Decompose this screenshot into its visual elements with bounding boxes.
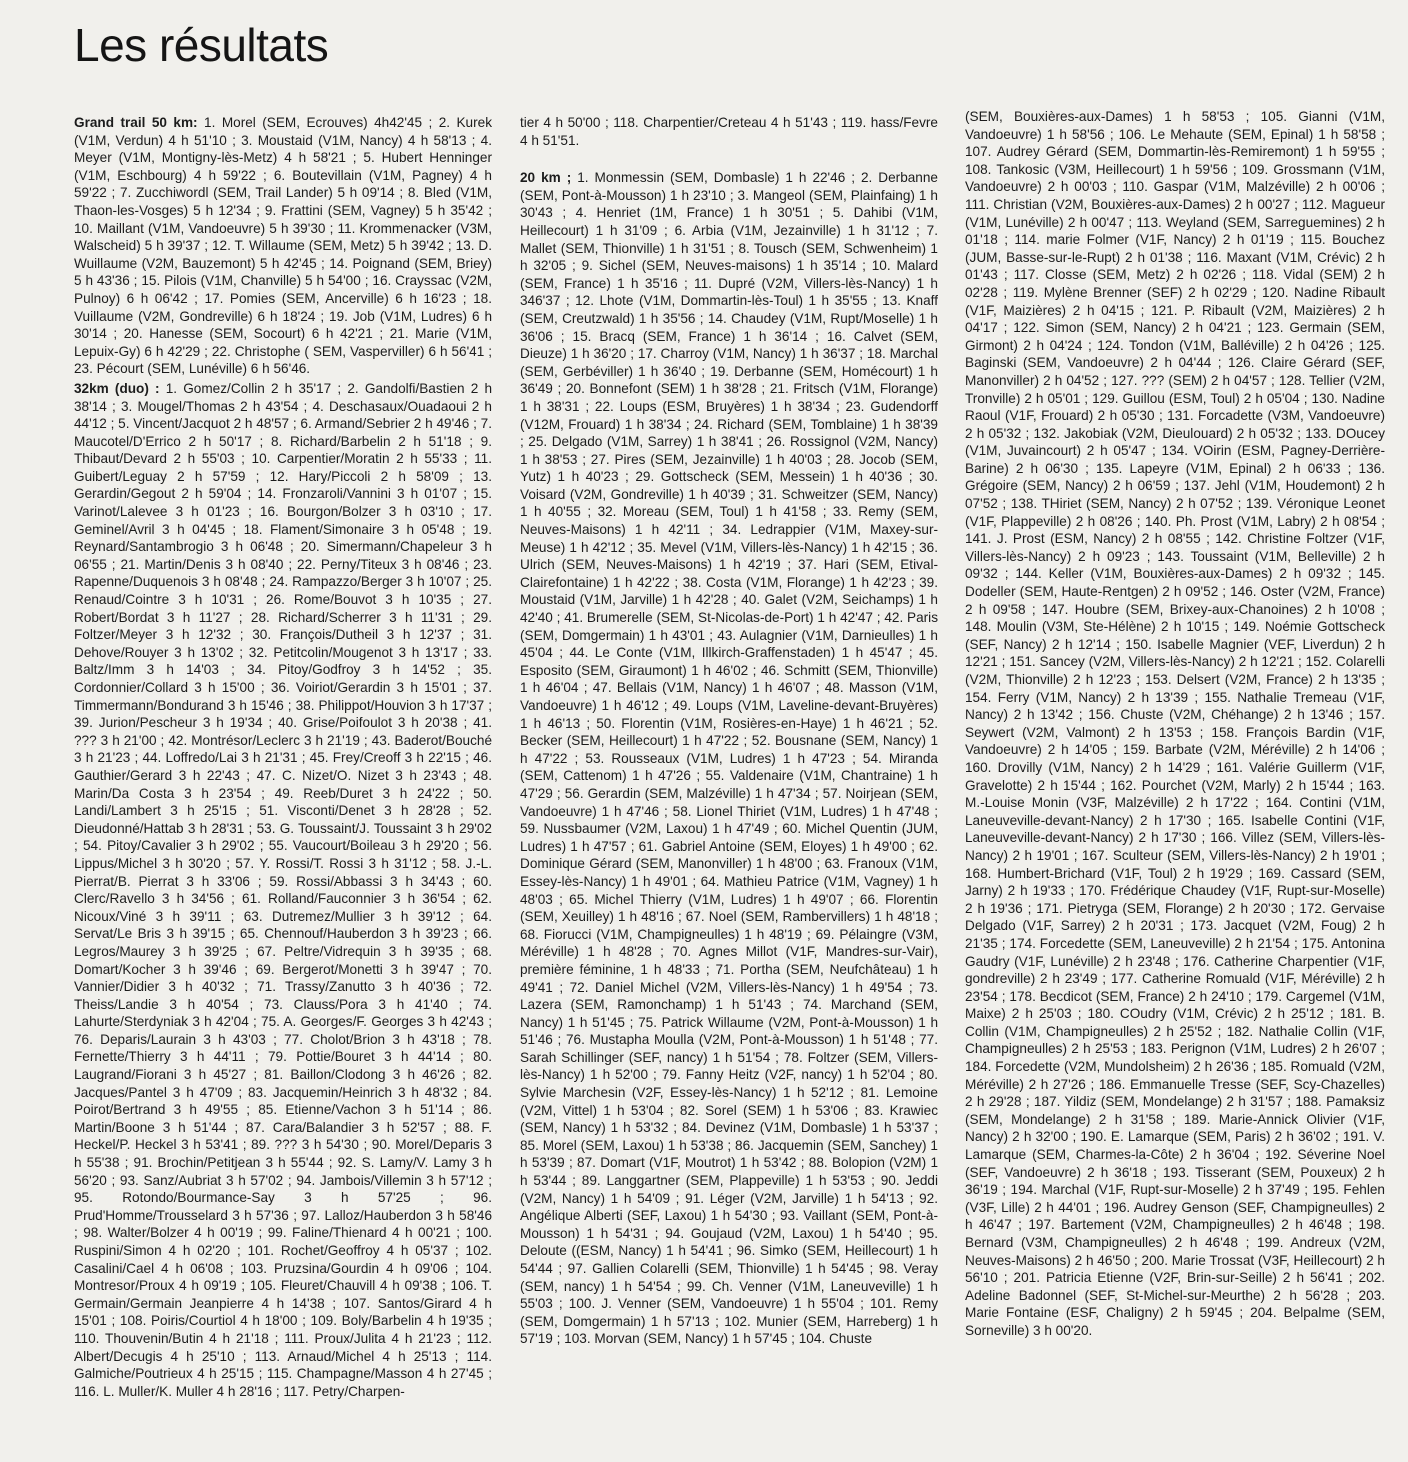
page-title: Les résultats <box>74 19 329 71</box>
km20-text-part2: (SEM, Bouxières-aux-Dames) 1 h 58'53 ; 105. Gianni (V1M, Vandoeuvre) 1 h 58'56 ; 106. Le Mehaute (SEM, Epinal) 1 h 58'58 ; 107. Audrey Gérard (SEM, Dommartin-lès-Remiremont) 1 h 59'55 ; 108. Tankosic (V3M, Heillecourt) 1 h 59'56 ; 109. Grossmann (V1M, Vandoeuvre) 2 h 00'03 ; 110. Gaspar (V1M, Malzéville) 2 h 00'06 ; 111. Christian (V2M, Bouxières-aux-Dames) 2 h 00'27 ; 112. Magueur (V1M, Lunéville) 2 h 00'47 ; 113. Weyland (SEM, Sarreguemines) 2 h 01'18 ; 114. marie Folmer (V1F, Nancy) 2 h 01'19 ; 115. Bouchez (JUM, Basse-sur-le-Rupt) 2 h 01'38 ; 116. Maxant (V1M, Crévic) 2 h 01'43 ; 117. Closse (SEM, Metz) 2 h 02'26 ; 118. Vidal (SEM) 2 h 02'28 ; 119. Mylène Brenner (SEF) 2 h 02'29 ; 120. Nadine Ribault (V1F, Maizières) 2 h 04'15 ; 121. P. Ribault (V2M, Maizières) 2 h 04'17 ; 122. Simon (SEM, Nancy) 2 h 04'21 ; 123. Germain (SEM, Girmont) 2 h 04'24 ; 124. Tondon (V1M, Balléville) 2 h 04'26 ; 125. Baginski (SEM, Vandoeuvre) 2 h 04'44 ; 126. Claire Gérard (SEF, Manonviller) 2 h 04'52 ; 127. ??? (SEM) 2 h 04'57 ; 128. Tellier (V2M, Tronville) 2 h 05'01 ; 129. Guillou (ESM, Toul) 2 h 05'04 ; 130. Nadine Raoul (V1F, Frouard) 2 h 05'30 ; 131. Forcadette (V3M, Vandoeuvre) 2 h 05'32 ; 132. Jakobiak (V2M, Dieulouard) 2 h 05'32 ; 133. DOucey (V1M, Juvaincourt) 2 h 05'47 ; 134. VOirin (ESM, Pagney-Derrière-Barine) 2 h 06'30 ; 135. Lapeyre (V1M, Epinal) 2 h 06'33 ; 136. Grégoire (SEM, Nancy) 2 h 06'59 ; 137. Jehl (V1M, Houdemont) 2 h 07'52 ; 138. THiriet (SEM, Nancy) 2 h 07'52 ; 139. Véronique Leonet (V1F, Plappeville) 2 h 08'26 ; 140. Ph. Prost (V1M, Labry) 2 h 08'54 ; 141. J. Prost (ESM, Nancy) 2 h 08'55 ; 142. Christine Foltzer (V1F, Villers-lès-Nancy) 2 h 09'23 ; 143. Toussaint (V1M, Belleville) 2 h 09'32 ; 144. Keller (V1M, Bouxières-aux-Dames) 2 h 09'32 ; 145. Dodeller (SEM, Haute-Rentgen) 2 h 09'52 ; 146. Oster (V2M, France) 2 h 09'58 ; 147. Houbre (SEM, Brixey-aux-Chanoines) 2 h 10'08 ; 148. Moulin (V3M, Ste-Hélène) 2 h 10'15 ; 149. Noémie Gottscheck (SEF, Nancy) 2 h 12'14 ; 150. Isabelle Magnier (VEF, Liverdun) 2 h 12'21 ; 151. Sancey (V2M, Villers-lès-Nancy) 2 h 12'21 ; 152. Colarelli (V2M, Thionville) 2 h 12'23 ; 153. Delsert (V2M, France) 2 h 13'35 ; 154. Ferry (V1M, Nancy) 2 h 13'39 ; 155. Nathalie Tremeau (V1F, Nancy) 2 h 13'42 ; 156. Chuste (V2M, Chéhange) 2 h 13'46 ; 157. Seywert (V2M, Valmont) 2 h 13'53 ; 158. François Bardin (V1F, Vandoeuvre) 2 h 14'05 ; 159. Barbate (V2M, Méréville) 2 h 14'06 ; 160. Drovilly (V1M, Nancy) 2 h 14'29 ; 161. Valérie Guillerm (V1F, Gravelotte) 2 h 15'44 ; 162. Pourchet (V2M, Marly) 2 h 15'44 ; 163. M.-Louise Monin (V3F, Malzéville) 2 h 17'22 ; 164. Contini (V1M, Laneuveville-devant-Nancy) 2 h 17'30 ; 165. Isabelle Contini (V1F, Laneuveville-devant-Nancy) 2 h 17'30 ; 166. Villez (SEM, Villers-lès-Nancy) 2 h 19'01 ; 167. Sculteur (SEM, Villers-lès-Nancy) 2 h 19'01 ; 168. Humbert-Brichard (V1F, Toul) 2 h 19'29 ; 169. Cassard (SEM, Jarny) 2 h 19'33 ; 170. Frédérique Chaudey (V1F, Rupt-sur-Moselle) 2 h 19'36 ; 171. Pietryga (SEM, Florange) 2 h 20'30 ; 172. Gervaise Delgado (V1F, Sarrey) 2 h 20'31 ; 173. Jacquet (V2M, Foug) 2 h 21'35 ; 174. Forcedette (SEM, Laneuveville) 2 h 21'54 ; 175. Antonina Gaudry (V1F, Lunéville) 2 h 23'48 ; 176. Catherine Charpentier (V1F, gondreville) 2 h 23'49 ; 177. Catherine Romuald (V1F, Méréville) 2 h 23'54 ; 178. Becdicot (SEM, France) 2 h 24'10 ; 179. Cargemel (V1M, Maixe) 2 h 25'03 ; 180. COudry (V1M, Crévic) 2 h 25'12 ; 181. B. Collin (V1M, Champigneulles) 2 h 25'52 ; 182. Nathalie Collin (V1F, Champigneulles) 2 h 25'53 ; 183. Perignon (V1M, Ludres) 2 h 26'07 ; 184. Forcedette (V2M, Mundolsheim) 2 h 26'36 ; 185. Romuald (V2M, Méréville) 2 h 27'26 ; 186. Emmanuelle Tresse (SEF, Scy-Chazelles) 2 h 29'28 ; 187. Yildiz (SEM, Mondelange) 2 h 31'57 ; 188. Pamaksiz (SEM, Mondelange) 2 h 31'58 ; 189. Marie-Annick Olivier (V1F, Nancy) 2 h 32'00 ; 190. E. Lamarque (SEM, Paris) 2 h 36'02 ; 191. V. Lamarque (SEM, Charmes-la-Côte) 2 h 36'04 ; 192. Séverine Noel (SEF, Vandoeuvre) 2 h 36'18 ; 193. Tisserant (SEM, Pouxeux) 2 h 36'19 ; 194. Marchal (V1F, Rupt-sur-Moselle) 2 h 37'49 ; 195. Fehlen (V3F, Lille) 2 h 44'01 ; 196. Audrey Genson (SEF, Champigneulles) 2 h 46'47 ; 197. Bartement (V2M, Champigneulles) 2 h 46'48 ; 198. Bernard (V3M, Champigneulles) 2 h 46'48 ; 199. Andreux (V2M, Neuves-Maisons) 2 h 46'50 ; 200. Marie Trossat (V3F, Heillecourt) 2 h 56'10 ; 201. Patricia Etienne (V2F, Brin-sur-Seille) 2 h 56'41 ; 202. Adeline Badonnel (SEF, St-Michel-sur-Meurthe) 2 h 56'28 ; 203. Marie Fontaine (ESF, Chaligny) 2 h 59'45 ; 204. Belpalme (SEM, Sorneville) 3 h 00'20. <box>965 109 1385 1338</box>
grand-trail-text: 1. Morel (SEM, Ecrouves) 4h42'45 ; 2. Kurek (V1M, Verdun) 4 h 51'10 ; 3. Moustaid (V1M, Nancy) 4 h 58'13 ; 4. Meyer (V1M, Montigny-lès-Metz) 4 h 58'21 ; 5. Hubert Henninger (V1M, Eschbourg) 4 h 59'22 ; 6. Boutevillain (V1M, Pagney) 4 h 59'22 ; 7. Zucchiwordl (SEM, Trail Lander) 5 h 09'14 ; 8. Bled (V1M, Thaon-les-Vosges) 5 h 12'34 ; 9. Frattini (SEM, Vagney) 5 h 35'42 ; 10. Maillant (V1M, Vandoeuvre) 5 h 39'30 ; 11. Krommenacker (V3M, Walscheid) 5 h 39'37 ; 12. T. Willaume (SEM, Metz) 5 h 39'42 ; 13. D. Wuillaume (V2M, Bauzemont) 5 h 42'45 ; 14. Poignand (SEM, Briey) 5 h 43'36 ; 15. Pilois (V1M, Chanville) 5 h 54'00 ; 16. Crayssac (V2M, Pulnoy) 6 h 06'42 ; 17. Pomies (SEM, Ancerville) 6 h 16'23 ; 18. Vuillaume (V2M, Gondreville) 6 h 18'24 ; 19. Job (V1M, Ludres) 6 h 30'14 ; 20. Hanesse (SEM, Socourt) 6 h 42'21 ; 21. Marie (V1M, Lepuix-Gy) 6 h 42'29 ; 22. Christophe ( SEM, Vasperviller) 6 h 56'41 ; 23. Pécourt (SEM, Lunéville) 6 h 56'46. <box>74 115 492 377</box>
duo-32km-continued <box>520 114 938 149</box>
grand-trail-results <box>74 114 492 378</box>
duo-32km-label: 32km (duo) : <box>74 380 160 396</box>
km20-label: 20 km ; <box>520 170 572 186</box>
grand-trail-label: Grand trail 50 km: <box>74 115 198 130</box>
column-1 <box>74 114 492 1454</box>
duo-32km-text-part2: tier 4 h 50'00 ; 118. Charpentier/Creteau 4 h 51'43 ; 119. hass/Fevre 4 h 51'51. <box>520 115 938 148</box>
km20-results <box>520 169 938 1348</box>
duo-32km-text-part1: 1. Gomez/Collin 2 h 35'17 ; 2. Gandolfi/Bastien 2 h 38'14 ; 3. Mougel/Thomas 2 h 43'54 ; 4. Deschasaux/Ouadaoui 2 h 44'12 ; 5. Vincent/Jacquot 2 h 48'57 ; 6. Armand/Sebrier 2 h 49'46 ; 7. Maucotel/D'Errico 2 h 50'17 ; 8. Richard/Barbelin 2 h 51'18 ; 9. Thibaut/Devard 2 h 55'03 ; 10. Carpentier/Moratin 2 h 55'33 ; 11. Guibert/Leguay 2 h 57'59 ; 12. Hary/Piccoli 2 h 58'09 ; 13. Gerardin/Gegout 2 h 59'04 ; 14. Fronzaroli/Vannini 3 h 01'07 ; 15. Varinot/Lalevee 3 h 01'23 ; 16. Bourgon/Bolzer 3 h 03'10 ; 17. Geminel/Avril 3 h 04'45 ; 18. Flament/Simonaire 3 h 05'48 ; 19. Reynard/Santambrogio 3 h 06'48 ; 20. Simermann/Chapeleur 3 h 06'55 ; 21. Martin/Denis 3 h 08'40 ; 22. Perny/Titeux 3 h 08'46 ; 23. Rapenne/Duquenois 3 h 08'48 ; 24. Rampazzo/Berger 3 h 10'07 ; 25. Renaud/Cointre 3 h 10'31 ; 26. Rome/Bouvot 3 h 10'35 ; 27. Robert/Bordat 3 h 11'27 ; 28. Richard/Scherrer 3 h 11'31 ; 29. Foltzer/Meyer 3 h 12'32 ; 30. François/Dutheil 3 h 12'37 ; 31. Dehove/Rouyer 3 h 13'02 ; 32. Petitcolin/Mougenot 3 h 13'17 ; 33. Baltz/Imm 3 h 14'03 ; 34. Pitoy/Godfroy 3 h 14'52 ; 35. Cordonnier/Collard 3 h 15'00 ; 36. Voiriot/Gerardin 3 h 15'01 ; 37. Timmermann/Bondurand 3 h 15'46 ; 38. Philippot/Houvion 3 h 17'37 ; 39. Jurion/Pescheur 3 h 19'34 ; 40. Grise/Poifoulot 3 h 20'38 ; 41. ??? 3 h 21'00 ; 42. Montrésor/Leclerc 3 h 21'19 ; 43. Baderot/Bouché 3 h 21'23 ; 44. Loffredo/Lai 3 h 21'31 ; 45. Frey/Creoff 3 h 22'15 ; 46. Gauthier/Gerard 3 h 22'43 ; 47. C. Nizet/O. Nizet 3 h 23'43 ; 48. Marin/Da Costa 3 h 23'54 ; 49. Reeb/Duret 3 h 24'22 ; 50. Landi/Lambert 3 h 25'15 ; 51. Visconti/Denet 3 h 28'28 ; 52. Dieudonné/Hattab 3 h 28'31 ; 53. G. Toussaint/J. Toussaint 3 h 29'02 ; 54. Pitoy/Cavalier 3 h 29'02 ; 55. Vaucourt/Boileau 3 h 29'20 ; 56. Lippus/Michel 3 h 30'20 ; 57. Y. Rossi/T. Rossi 3 h 31'12 ; 58. J.-L. Pierrat/B. Pierrat 3 h 33'06 ; 59. Rossi/Abbassi 3 h 34'43 ; 60. Clerc/Ravello 3 h 34'56 ; 61. Rolland/Fauconnier 3 h 36'54 ; 62. Nicoux/Viné 3 h 39'11 ; 63. Dutremez/Mullier 3 h 39'12 ; 64. Servat/Le Bris 3 h 39'15 ; 65. Chennouf/Hauberdon 3 h 39'23 ; 66. Legros/Maurey 3 h 39'25 ; 67. Peltre/Vidrequin 3 h 39'35 ; 68. Domart/Kocher 3 h 39'46 ; 69. Bergerot/Monetti 3 h 39'47 ; 70. Vannier/Didier 3 h 40'32 ; 71. Trassy/Zanutto 3 h 40'36 ; 72. Theiss/Landie 3 h 40'54 ; 73. Clauss/Pora 3 h 41'40 ; 74. Lahurte/Sterdyniak 3 h 42'04 ; 75. A. Georges/F. Georges 3 h 42'43 ; 76. Deparis/Laurain 3 h 43'03 ; 77. Cholot/Brion 3 h 43'18 ; 78. Fernette/Thierry 3 h 44'11 ; 79. Pottie/Bouret 3 h 44'14 ; 80. Laugrand/Fiorani 3 h 45'27 ; 81. Baillon/Clodong 3 h 46'26 ; 82. Jacques/Pantel 3 h 47'09 ; 83. Jacquemin/Heinrich 3 h 48'32 ; 84. Poirot/Bertrand 3 h 49'55 ; 85. Etienne/Vachon 3 h 51'14 ; 86. Martin/Boone 3 h 51'44 ; 87. Cara/Balandier 3 h 52'57 ; 88. F. Heckel/P. Heckel 3 h 53'41 ; 89. ??? 3 h 54'30 ; 90. Morel/Deparis 3 h 55'38 ; 91. Brochin/Petitjean 3 h 55'44 ; 92. S. Lamy/V. Lamy 3 h 56'20 ; 93. Sanz/Aubriat 3 h 57'02 ; 94. Jambois/Villemin 3 h 57'12 ; 95. Rotondo/Bourmance-Say 3 h 57'25 ; 96. Prud'Homme/Trousselard 3 h 57'36 ; 97. Lalloz/Hauberdon 3 h 58'46 ; 98. Walter/Bolzer 4 h 00'19 ; 99. Faline/Thienard 4 h 00'21 ; 100. Ruspini/Simon 4 h 02'20 ; 101. Rochet/Geoffroy 4 h 05'37 ; 102. Casalini/Cael 4 h 06'08 ; 103. Pruzsina/Gourdin 4 h 09'06 ; 104. Montresor/Proux 4 h 09'19 ; 105. Fleuret/Chauvill 4 h 09'38 ; 106. T. Germain/Germain Jeanpierre 4 h 14'38 ; 107. Santos/Girard 4 h 15'01 ; 108. Poiris/Courtiol 4 h 18'00 ; 109. Boly/Barbelin 4 h 19'35 ; 110. Thouvenin/Butin 4 h 21'18 ; 111. Proux/Julita 4 h 21'23 ; 112. Albert/Decugis 4 h 25'10 ; 113. Arnaud/Michel 4 h 25'13 ; 114. Galmiche/Poutrieux 4 h 25'15 ; 115. Champagne/Masson 4 h 27'45 ; 116. L. Muller/K. Muller 4 h 28'16 ; 117. Petry/Charpen- <box>74 380 492 1399</box>
km20-text-part1: 1. Monmessin (SEM, Dombasle) 1 h 22'46 ; 2. Derbanne (SEM, Pont-à-Mousson) 1 h 23'10 ; 3. Mangeol (SEM, Plainfaing) 1 h 30'43 ; 4. Henriet (1M, France) 1 h 30'51 ; 5. Dahibi (V1M, Heillecourt) 1 h 31'09 ; 6. Arbia (V1M, Jezainville) 1 h 31'12 ; 7. Mallet (SEM, Thionville) 1 h 31'51 ; 8. Tousch (SEM, Schwenheim) 1 h 32'05 ; 9. Sichel (SEM, Neuves-maisons) 1 h 35'14 ; 10. Malard (SEM, France) 1 h 35'16 ; 11. Dupré (V2M, Villers-lès-Nancy) 1 h 346'37 ; 12. Lhote (V1M, Dommartin-lès-Toul) 1 h 35'55 ; 13. Knaff (SEM, Creutzwald) 1 h 35'56 ; 14. Chaudey (V1M, Rupt/Moselle) 1 h 36'06 ; 15. Bracq (SEM, France) 1 h 36'14 ; 16. Calvet (SEM, Dieuze) 1 h 36'20 ; 17. Charroy (V1M, Nancy) 1 h 36'37 ; 18. Marchal (SEM, Gerbéviller) 1 h 36'40 ; 19. Derbanne (SEM, Homécourt) 1 h 36'49 ; 20. Bonnefont (SEM) 1 h 38'28 ; 21. Fritsch (V1M, Florange) 1 h 38'31 ; 22. Loups (ESM, Bruyères) 1 h 38'34 ; 23. Gudendorff (V12M, Frouard) 1 h 38'34 ; 24. Richard (SEM, Tomblaine) 1 h 38'39 ; 25. Delgado (V1M, Sarrey) 1 h 38'41 ; 26. Rossignol (V2M, Nancy) 1 h 38'53 ; 27. Pires (SEM, Jezainville) 1 h 40'03 ; 28. Jocob (SEM, Yutz) 1 h 40'23 ; 29. Gottscheck (SEM, Messein) 1 h 40'36 ; 30. Voisard (V2M, Gondreville) 1 h 40'39 ; 31. Schweitzer (SEM, Nancy) 1 h 40'55 ; 32. Moreau (SEM, Toul) 1 h 41'58 ; 33. Remy (SEM, Neuves-Maisons) 1 h 42'11 ; 34. Ledrappier (V1M, Maxey-sur-Meuse) 1 h 42'12 ; 35. Mevel (V1M, Villers-lès-Nancy) 1 h 42'15 ; 36. Ulrich (SEM, Neuves-Maisons) 1 h 42'19 ; 37. Hari (SEM, Etival-Clairefontaine) 1 h 42'22 ; 38. Costa (V1M, Florange) 1 h 42'23 ; 39. Moustaid (V1M, Jarville) 1 h 42'28 ; 40. Galet (V2M, Seichamps) 1 h 42'40 ; 41. Brumerelle (SEM, St-Nicolas-de-Port) 1 h 42'47 ; 42. Paris (SEM, Domgermain) 1 h 43'01 ; 43. Aulagnier (V1M, Darnieulles) 1 h 45'04 ; 44. Le Conte (V1M, Illkirch-Graffenstaden) 1 h 45'47 ; 45. Esposito (SEM, Giraumont) 1 h 46'02 ; 46. Schmitt (SEM, Thionville) 1 h 46'04 ; 47. Bellais (V1M, Nancy) 1 h 46'07 ; 48. Masson (V1M, Vandoeuvre) 1 h 46'12 ; 49. Loups (V1M, Laveline-devant-Bruyères) 1 h 46'13 ; 50. Florentin (V1M, Rosières-en-Haye) 1 h 46'21 ; 52. Becker (SEM, Heillecourt) 1 h 47'22 ; 52. Bousnane (SEM, Nancy) 1 h 47'22 ; 53. Rousseaux (V1M, Ludres) 1 h 47'23 ; 54. Miranda (SEM, Cattenom) 1 h 47'26 ; 55. Valdenaire (V1M, Chantraine) 1 h 47'29 ; 56. Gerardin (SEM, Malzéville) 1 h 47'34 ; 57. Noirjean (SEM, Vandoeuvre) 1 h 47'46 ; 58. Lionel Thiriet (V1M, Ludres) 1 h 47'48 ; 59. Nussbaumer (V2M, Laxou) 1 h 47'49 ; 60. Michel Quentin (JUM, Ludres) 1 h 47'57 ; 61. Gabriel Antoine (SEM, Eloyes) 1 h 49'00 ; 62. Dominique Gérard (SEM, Manonviller) 1 h 48'00 ; 63. Franoux (V1M, Essey-lès-Nancy) 1 h 49'01 ; 64. Mathieu Patrice (V1M, Vagney) 1 h 48'03 ; 65. Michel Thierry (V1M, Ludres) 1 h 49'07 ; 66. Florentin (SEM, Xeuilley) 1 h 48'16 ; 67. Noel (SEM, Rambervillers) 1 h 48'18 ; 68. Fiorucci (V1M, Champigneulles) 1 h 48'19 ; 69. Pélaingre (V3M, Méréville) 1 h 48'28 ; 70. Agnes Millot (V1F, Mandres-sur-Vair), première féminine, 1 h 48'33 ; 71. Portha (SEM, Neufchâteau) 1 h 49'41 ; 72. Daniel Michel (V2M, Villers-lès-Nancy) 1 h 49'54 ; 73. Lazera (SEM, Ramonchamp) 1 h 51'43 ; 74. Marchand (SEM, Nancy) 1 h 51'45 ; 75. Patrick Willaume (V2M, Pont-à-Mousson) 1 h 51'46 ; 76. Mustapha Moulla (V2M, Pont-à-Mousson) 1 h 51'48 ; 77. Sarah Schillinger (SEF, nancy) 1 h 51'54 ; 78. Foltzer (SEM, Villers-lès-Nancy) 1 h 52'00 ; 79. Fanny Heitz (V2F, nancy) 1 h 52'04 ; 80. Sylvie Marchesin (V2F, Essey-lès-Nancy) 1 h 52'12 ; 81. Lemoine (V2M, Vittel) 1 h 53'04 ; 82. Sorel (SEM) 1 h 53'06 ; 83. Krawiec (SEM, Nancy) 1 h 53'32 ; 84. Devinez (V1M, Dombasle) 1 h 53'37 ; 85. Morel (SEM, Laxou) 1 h 53'38 ; 86. Jacquemin (SEM, Sanchey) 1 h 53'39 ; 87. Domart (V1F, Moutrot) 1 h 53'42 ; 88. Bolopion (V2M) 1 h 53'44 ; 89. Langgartner (SEM, Plappeville) 1 h 53'53 ; 90. Jeddi (V2M, Nancy) 1 h 54'09 ; 91. Léger (V2M, Jarville) 1 h 54'13 ; 92. Angélique Alberti (SEF, Laxou) 1 h 54'30 ; 93. Vaillant (SEM, Pont-à-Mousson) 1 h 54'31 ; 94. Goujaud (V2M, Laxou) 1 h 54'40 ; 95. Deloute ((ESM, Nancy) 1 h 54'41 ; 96. Simko (SEM, Heillecourt) 1 h 54'44 ; 97. Gallien Colarelli (SEM, Thionville) 1 h 54'45 ; 98. Veray (SEM, nancy) 1 h 54'54 ; 99. Ch. Venner (V1M, Laneuveville) 1 h 55'03 ; 100. J. Venner (SEM, Vandoeuvre) 1 h 55'04 ; 101. Remy (SEM, Domgermain) 1 h 57'13 ; 102. Munier (SEM, Harreberg) 1 h 57'19 ; 103. Morvan (SEM, Nancy) 1 h 57'45 ; 104. Chuste <box>520 170 938 1347</box>
column-3 <box>965 108 1385 1448</box>
column-2 <box>520 114 938 1454</box>
duo-32km-results <box>74 380 492 1400</box>
km20-continued <box>965 108 1385 1340</box>
